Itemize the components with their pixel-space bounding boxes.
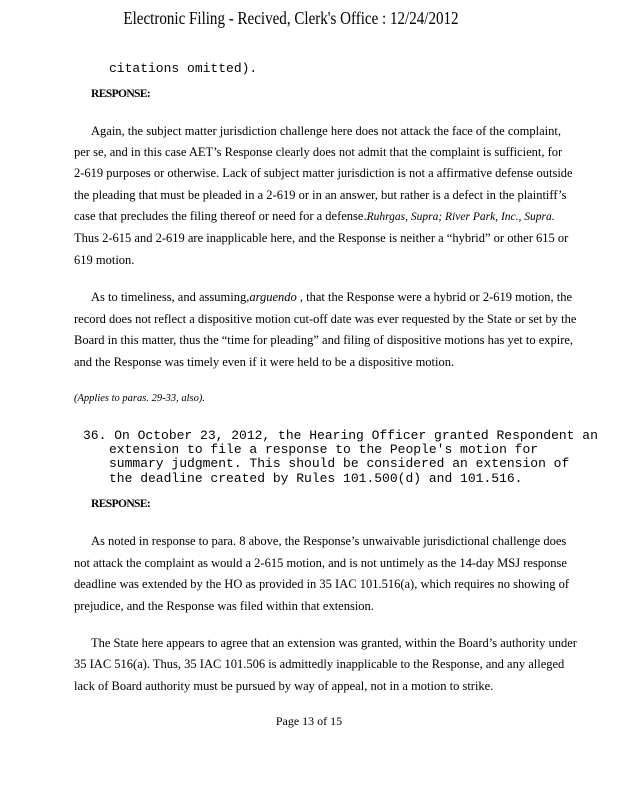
page-number: Page 13 of 15 [275, 714, 343, 728]
text-segment: , that the Response were a hybrid or 2-619 motion, the [296, 290, 573, 304]
text-line: lack of Board authority must be pursued by way of appeal, not in a motion to strike. [74, 679, 494, 693]
response-label-1: RESPONSE: [91, 88, 151, 100]
applies-note: (Applies to paras. 29-33, also). [74, 393, 205, 404]
mono-line: 36. On October 23, 2012, the Hearing Officer granted Respondent an [83, 428, 598, 443]
response-label-2: RESPONSE: [91, 498, 151, 510]
text-line: Again, the subject matter jurisdiction challenge here does not attack the face of the complaint, [91, 124, 561, 138]
text-line: per se, and in this case AET’s Response clearly does not admit that the complaint is sufficient, for [74, 145, 563, 159]
text-line: 2-619 purposes or otherwise. Lack of subject matter jurisdiction is not a affirmative defense outside [74, 166, 573, 180]
text-line [91, 290, 572, 305]
text-line: and the Response was timely even if it were held to be a dispositive motion. [74, 355, 455, 369]
text-line [74, 209, 555, 224]
filing-header: Electronic Filing - Recived, Clerk's Office : 12/24/2012 [123, 8, 459, 28]
latin-term: arguendo [249, 290, 297, 304]
text-line: the pleading that must be pleaded in a 2-619 or in an answer, but rather is a defect in the plaintiff’s [74, 188, 567, 202]
text-line: record does not reflect a dispositive motion cut-off date was ever requested by the State or set by the [74, 312, 577, 326]
text-line: 35 IAC 516(a). Thus, 35 IAC 101.506 is admittedly inapplicable to the Response, and any alleged [74, 657, 565, 671]
text-line: deadline was extended by the HO as provided in 35 IAC 101.516(a), which requires no showing of [74, 577, 570, 591]
mono-line: summary judgment. This should be considered an extension of [109, 456, 570, 471]
text-line: Thus 2-615 and 2-619 are inapplicable here, and the Response is neither a “hybrid” or other 615 or [74, 231, 569, 245]
text-line: Board in this matter, thus the “time for pleading” and filing of dispositive motions has yet to expire, [74, 333, 574, 347]
text-line: As noted in response to para. 8 above, the Response’s unwaivable jurisdictional challenge does [91, 534, 567, 548]
text-line: not attack the complaint as would a 2-615 motion, and is not untimely as the 14-day MSJ response [74, 556, 567, 570]
mono-line: extension to file a response to the People's motion for [109, 442, 539, 457]
text-line: The State here appears to agree that an extension was granted, within the Board’s authority under [91, 636, 577, 650]
text-segment: case that precludes the filing thereof or need for a defense. [74, 209, 367, 223]
mono-line: the deadline created by Rules 101.500(d) and 101.516. [109, 471, 523, 486]
text-segment: As to timeliness, and assuming, [91, 290, 250, 304]
text-line: 619 motion. [74, 253, 135, 267]
case-citation: Ruhrgas, Supra; River Park, Inc., Supra. [366, 211, 555, 223]
quote-tail: citations omitted). [109, 61, 258, 76]
text-line: prejudice, and the Response was filed within that extension. [74, 599, 374, 613]
